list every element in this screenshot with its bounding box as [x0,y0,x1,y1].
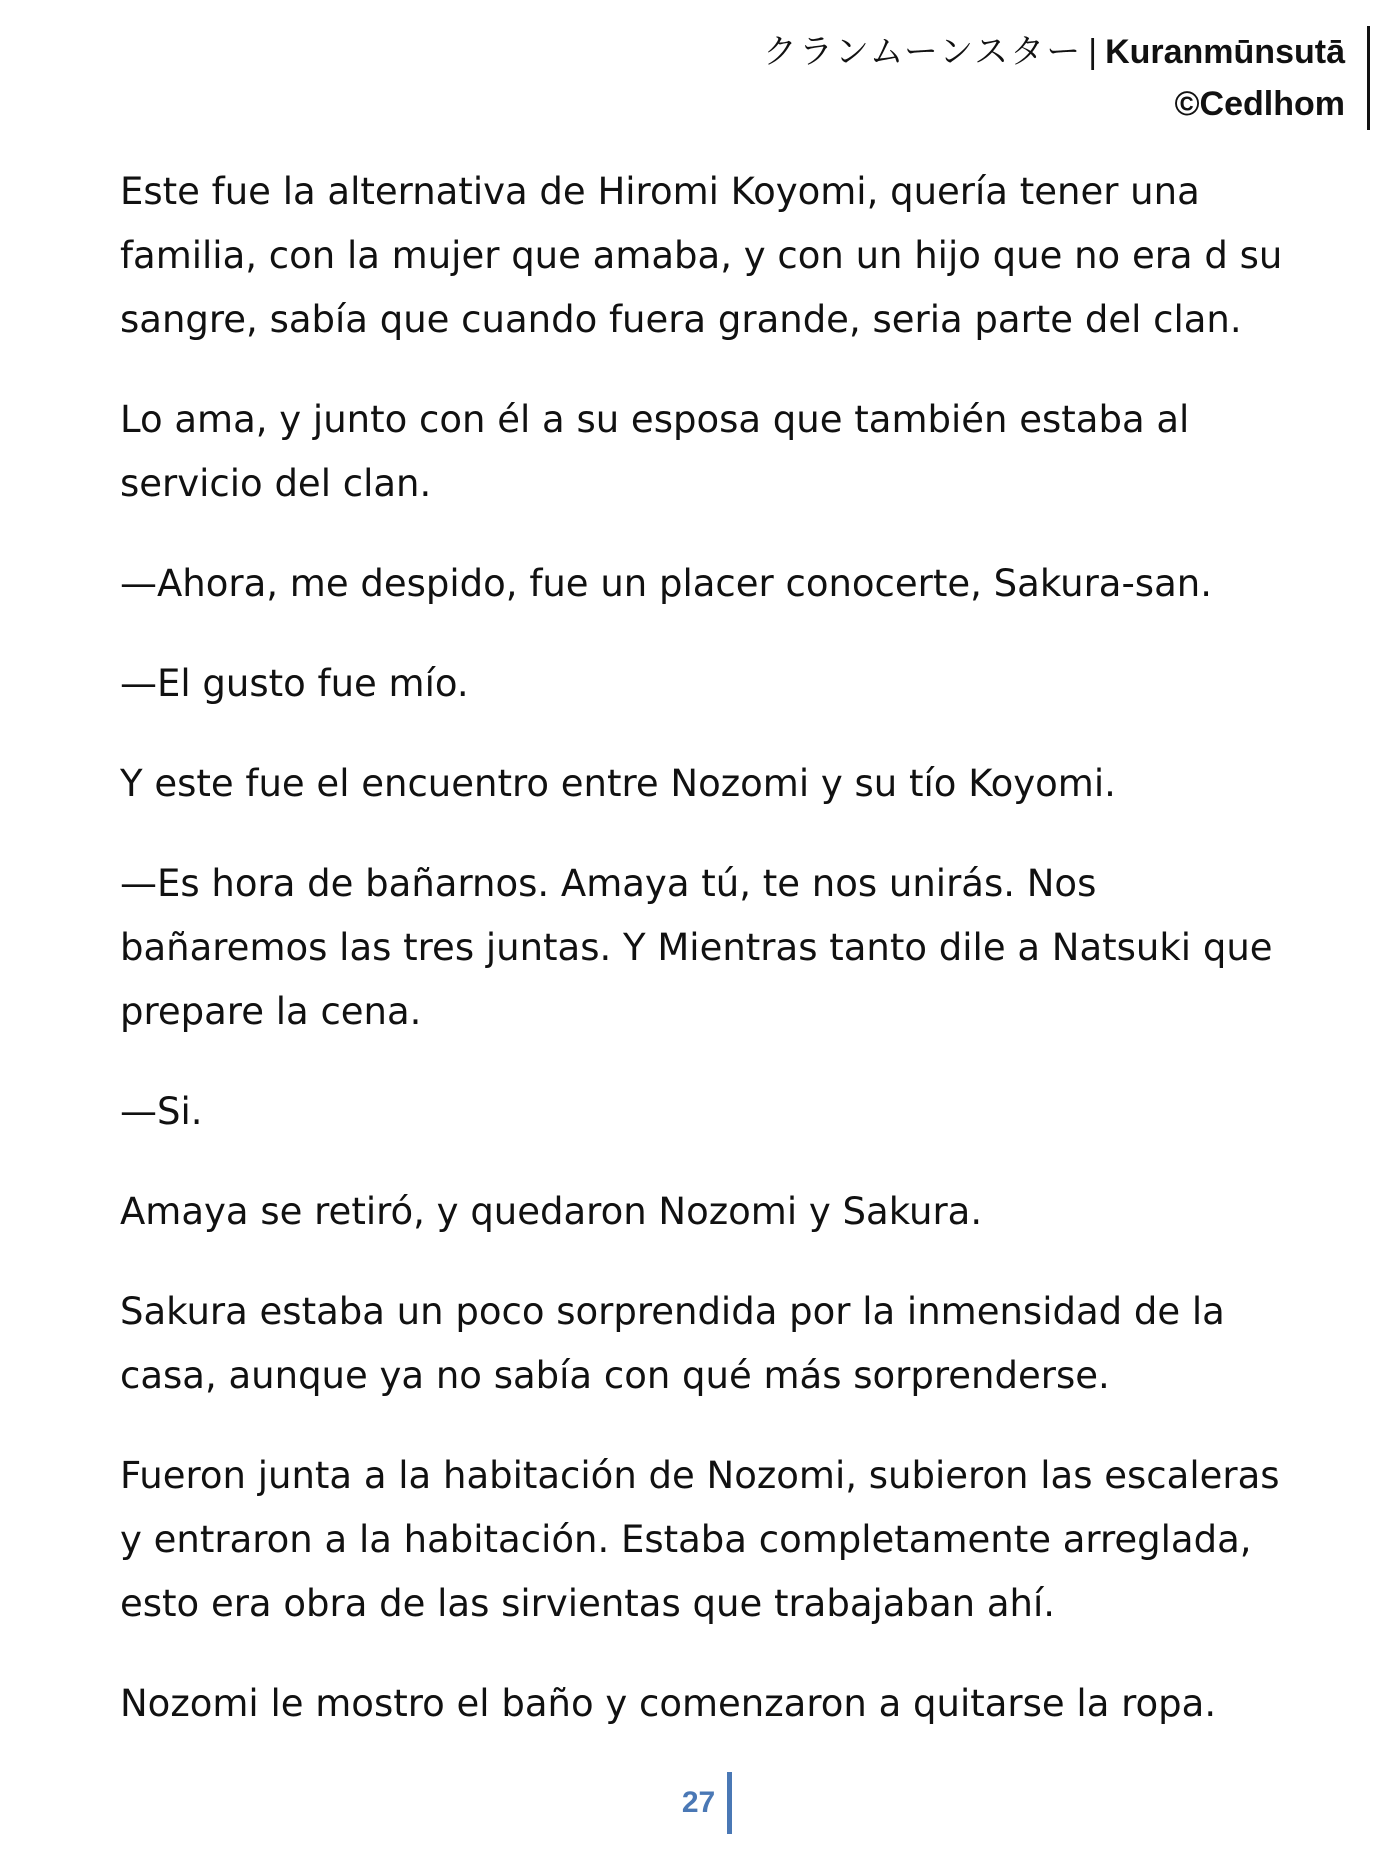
paragraph: Y este fue el encuentro entre Nozomi y su tío Koyomi. [120,762,1116,805]
paragraph: Este fue la alternativa de Hiromi Koyomi, quería tener una familia, con la mujer que amaba, y con un hijo que no era d su sangre, sabía que cuando fuera grande, seria parte del clan. [120,170,1283,341]
paragraph: Lo ama, y junto con él a su esposa que también estaba al servicio del clan. [120,398,1190,505]
paragraph: Fueron junta a la habitación de Nozomi, subieron las escaleras y entraron a la habitación. Estaba completamente arreglada, esto era obra de las sirvientas que trabajaban ahí. [120,1454,1280,1625]
page-body [120,160,1310,1772]
header-title-line [763,26,1345,78]
paragraph: Sakura estaba un poco sorprendida por la inmensidad de la casa, aunque ya no sabía con qué más sorprenderse. [120,1290,1225,1397]
page-header [763,26,1370,130]
dialogue-paragraph: —El gusto fue mío. [120,662,469,705]
dialogue-paragraph: —Si. [120,1090,203,1133]
page-footer [0,1772,1400,1834]
page-number: 27 [682,1772,732,1834]
dialogue-paragraph: —Ahora, me despido, fue un placer conocerte, Sakura-san. [120,562,1212,605]
header-separator: | [1088,33,1098,71]
header-title-japanese: クランムーンスター [762,33,1083,71]
header-copyright: ©Cedlhom [1174,85,1345,123]
paragraph: Nozomi le mostro el baño y comenzaron a quitarse la ropa. [120,1682,1217,1725]
paragraph: Amaya se retiró, y quedaron Nozomi y Sakura. [120,1190,983,1233]
dialogue-paragraph: —Es hora de bañarnos. Amaya tú, te nos unirás. Nos bañaremos las tres juntas. Y Mientras tanto dile a Natsuki que prepare la cena. [120,862,1273,1033]
header-title-romaji: Kuranmūnsutā [1105,33,1345,71]
